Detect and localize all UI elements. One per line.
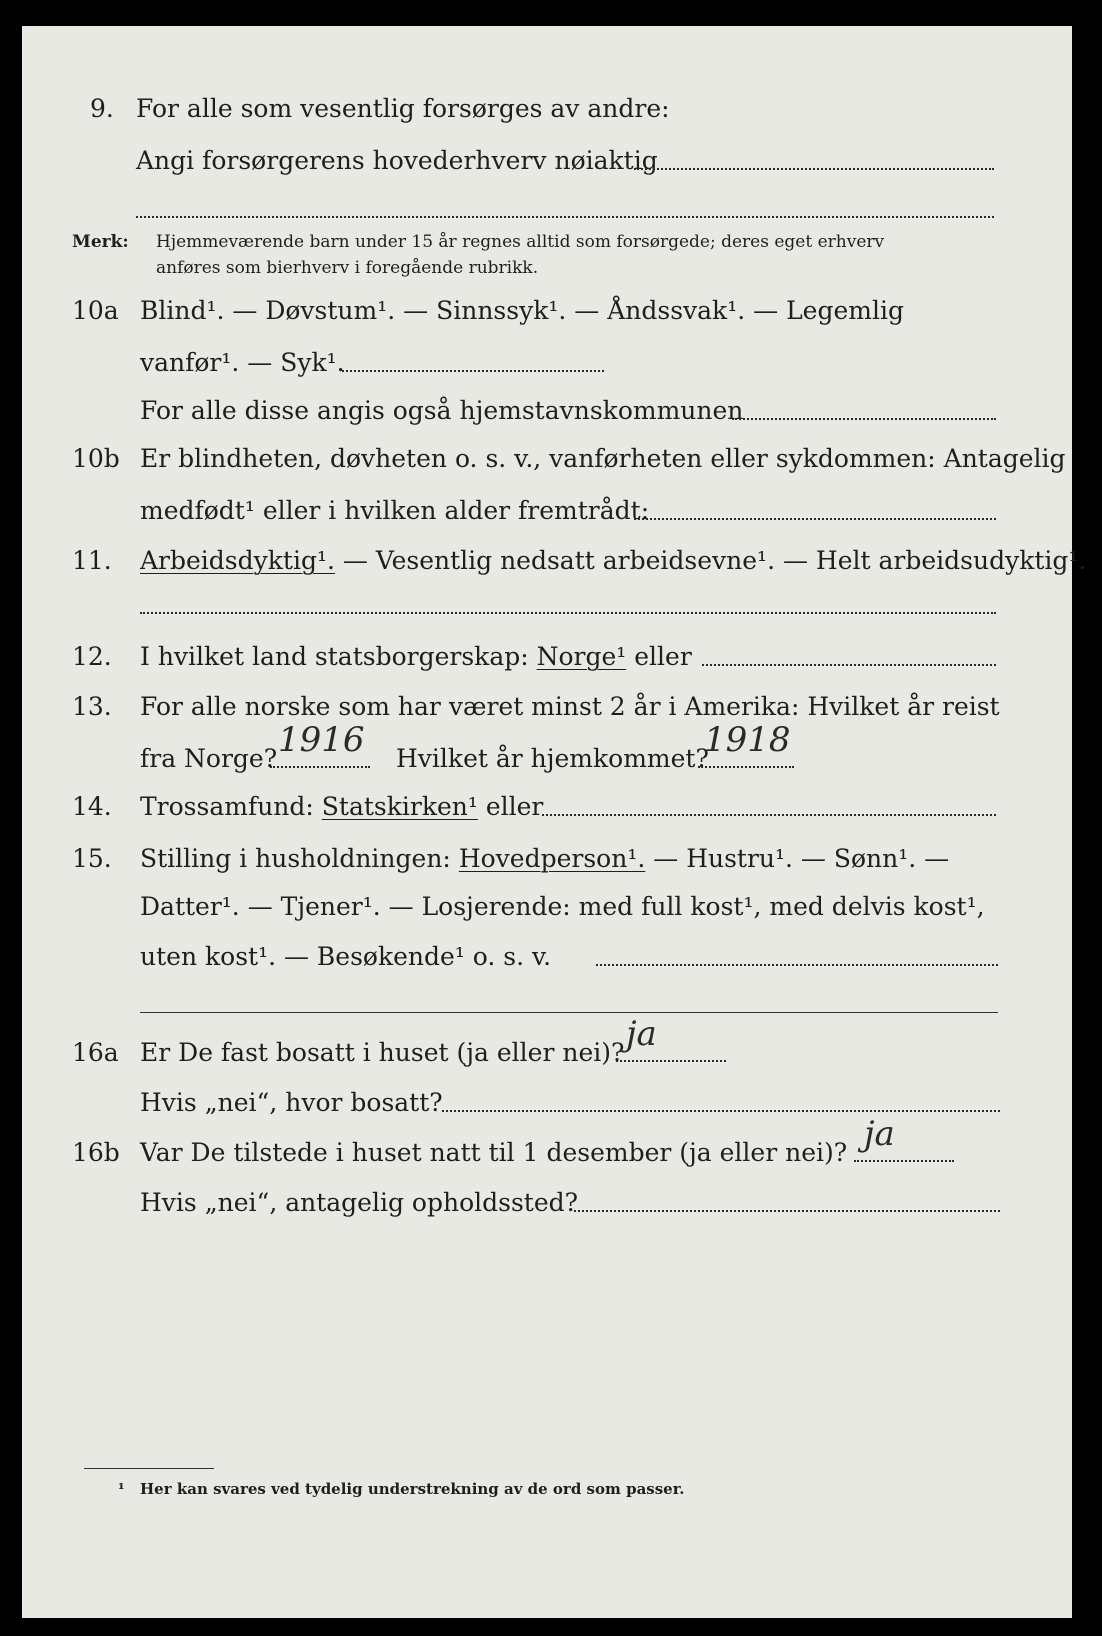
question-number: 15. xyxy=(72,844,112,873)
answer-field-q16a[interactable] xyxy=(616,1060,726,1062)
question-text xyxy=(140,546,1086,576)
handwritten-answer-yes: ja xyxy=(864,1114,895,1154)
question-text: Var De tilstede i huset natt til 1 desember (ja eller nei)? xyxy=(140,1138,848,1167)
answer-field-q11[interactable] xyxy=(140,612,996,614)
answer-field-q16a-where[interactable] xyxy=(442,1110,1000,1112)
question-text: For alle norske som har været minst 2 år i Amerika: Hvilket år reist xyxy=(140,692,1000,721)
question-text: uten kost¹. — Besøkende¹ o. s. v. xyxy=(140,942,552,971)
question-prompt: Trossamfund: xyxy=(140,792,322,821)
footnote-rule xyxy=(84,1468,214,1469)
handwritten-year-returned: 1918 xyxy=(704,720,791,760)
question-number: 11. xyxy=(72,546,112,575)
underlined-answer: Norge¹ xyxy=(536,642,627,671)
question-options: — Vesentlig nedsatt arbeidsevne¹. — Helt arbeidsudyktig¹. xyxy=(334,546,1087,575)
question-text: fra Norge? xyxy=(140,744,278,773)
note-text: anføres som bierhverv i foregående rubrikk. xyxy=(156,258,539,278)
question-text: Er blindheten, døvheten o. s. v., vanførheten eller sykdommen: Antagelig xyxy=(140,444,1066,473)
underlined-answer: Arbeidsdyktig¹. xyxy=(140,546,335,575)
question-number: 14. xyxy=(72,792,112,821)
question-text: medfødt¹ eller i hvilken alder fremtrådt: xyxy=(140,496,650,525)
question-text: Hvis „nei“, antagelig opholdssted? xyxy=(140,1188,579,1217)
handwritten-year-departed: 1916 xyxy=(278,720,365,760)
answer-field-q9-extra[interactable] xyxy=(136,216,994,218)
footnote-mark: ¹ xyxy=(118,1480,125,1498)
question-text: Hvilket år hjemkommet? xyxy=(396,744,709,773)
question-number: 9. xyxy=(90,94,114,123)
question-number: 10a xyxy=(72,296,119,325)
answer-field-q13-reist[interactable] xyxy=(270,766,370,768)
answer-field-q16b-where[interactable] xyxy=(574,1210,1000,1212)
question-text: For alle disse angis også hjemstavnskommunen xyxy=(140,396,744,425)
question-text: Hvis „nei“, hvor bosatt? xyxy=(140,1088,443,1117)
question-text: vanfør¹. — Syk¹. xyxy=(140,348,345,377)
separator-line xyxy=(140,1012,998,1013)
question-text: Er De fast bosatt i huset (ja eller nei)? xyxy=(140,1038,625,1067)
question-prompt: eller xyxy=(477,792,544,821)
question-text: For alle som vesentlig forsørges av andre: xyxy=(136,94,670,123)
handwritten-answer-yes: ja xyxy=(626,1014,657,1054)
answer-field-q13-hjemkommet[interactable] xyxy=(698,766,794,768)
note-text: Hjemmeværende barn under 15 år regnes alltid som forsørgede; deres eget erhverv xyxy=(156,232,885,252)
question-number: 10b xyxy=(72,444,120,473)
footnote-text: Her kan svares ved tydelig understrekning av de ord som passer. xyxy=(140,1480,685,1498)
question-text: Datter¹. — Tjener¹. — Losjerende: med full kost¹, med delvis kost¹, xyxy=(140,892,985,921)
question-number: 16a xyxy=(72,1038,119,1067)
answer-field-q16b[interactable] xyxy=(854,1160,954,1162)
question-text xyxy=(140,642,692,672)
note-label: Merk: xyxy=(72,232,129,252)
question-prompt: eller xyxy=(626,642,692,671)
question-prompt: — Hustru¹. — Sønn¹. — xyxy=(645,844,950,873)
answer-field-q10a[interactable] xyxy=(342,370,604,372)
underlined-answer: Statskirken¹ xyxy=(321,792,478,821)
question-number: 16b xyxy=(72,1138,120,1167)
underlined-answer: Hovedperson¹. xyxy=(458,844,646,873)
census-form-page xyxy=(22,26,1087,1618)
question-text: Blind¹. — Døvstum¹. — Sinnssyk¹. — Åndssvak¹. — Legemlig xyxy=(140,296,904,325)
answer-field-q12[interactable] xyxy=(702,664,996,666)
question-text xyxy=(140,844,949,874)
answer-field-q10a-kommune[interactable] xyxy=(732,418,996,420)
question-number: 12. xyxy=(72,642,112,671)
answer-field-q9[interactable] xyxy=(634,168,994,170)
question-text xyxy=(140,792,543,822)
answer-field-q14[interactable] xyxy=(542,814,996,816)
question-prompt: I hvilket land statsborgerskap: xyxy=(140,642,537,671)
answer-field-q10b[interactable] xyxy=(634,518,996,520)
question-text: Angi forsørgerens hovederhverv nøiaktig xyxy=(136,146,658,175)
question-prompt: Stilling i husholdningen: xyxy=(140,844,459,873)
answer-field-q15[interactable] xyxy=(596,964,998,966)
question-number: 13. xyxy=(72,692,112,721)
